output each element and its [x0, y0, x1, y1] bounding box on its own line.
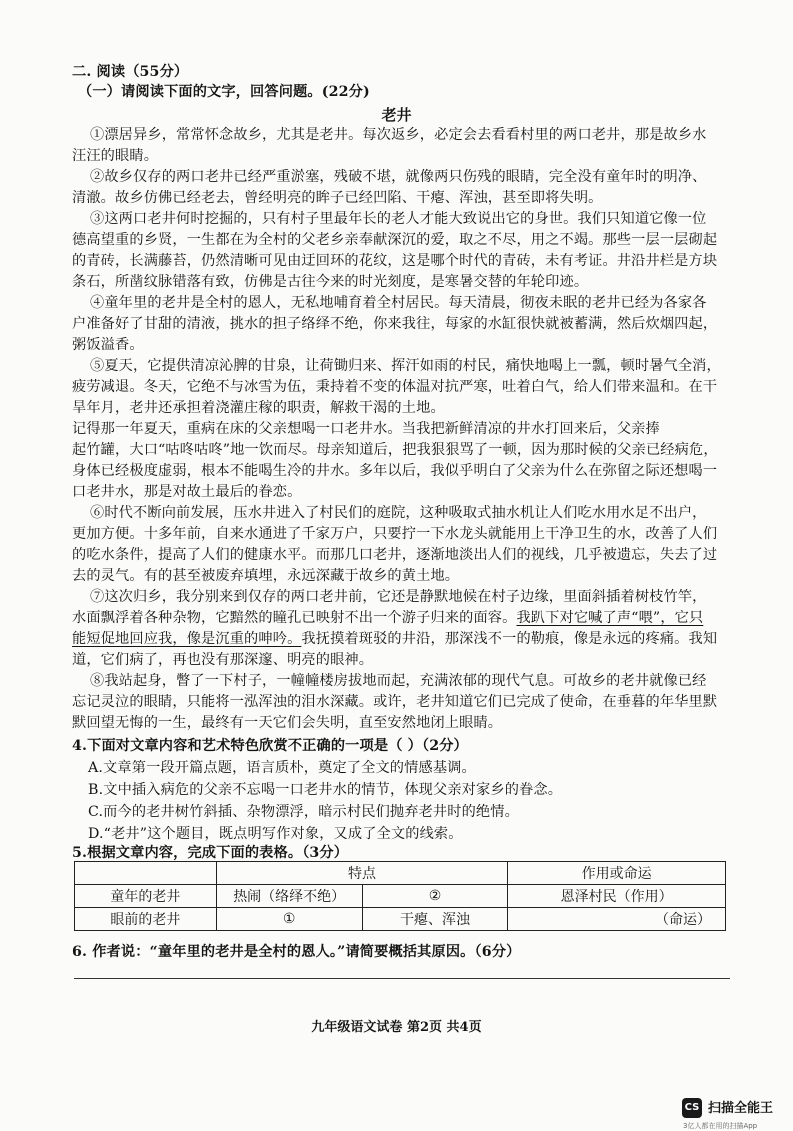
article-line: ⑤夏天，它提供清凉沁脾的甘泉，让荷锄归来、挥汗如雨的村民，痛快地喝上一瓢，顿时暑气全消，: [90, 358, 721, 374]
article-line: 条石，所凿纹脉错落有致，仿佛是古往今来的时光刻度，是寒暑交替的年轮印迹。: [72, 274, 589, 290]
question-stem: 6. 作者说：“童年里的老井是全村的恩人。”请简要概括其原因。（6分）: [72, 944, 521, 960]
camscanner-logo-icon: CS: [682, 1098, 702, 1118]
article-line: 忘记灵泣的眼睛，只能将一泓浑浊的泪水深藏。或许，老井知道它们已完成了使命，在垂暮的年华里默: [72, 694, 718, 710]
article-line: ⑥时代不断向前发展，压水井进入了村民们的庭院，这种吸取式抽水机让人们吃水用水足不出户，: [90, 505, 707, 521]
article-line: 德高望重的乡贤，一生都在为全村的父老乡亲奉献深沉的爱，取之不尽，用之不竭。那些一层一层砌起: [72, 232, 718, 248]
table-row: [75, 885, 726, 908]
section-heading: 二. 阅读（55分）: [72, 64, 189, 80]
article-line: ①漂居异乡，常常怀念故乡，尤其是老井。每次返乡，必定会去看看村里的两口老井，那是故乡水: [90, 127, 707, 143]
table-cell: 热闹（络绎不绝）: [216, 885, 362, 908]
article-line: 道，它们病了，再也没有那深邃、明亮的眼神。: [72, 652, 374, 668]
article-line: ④童年里的老井是全村的恩人，无私地哺育着全村居民。每天清晨，彻夜未眠的老井已经为各家各: [90, 295, 707, 311]
section-subheading: （一）请阅读下面的文字，回答问题。(22分): [78, 84, 370, 100]
article-title: 老井: [381, 106, 412, 124]
underlined-sentence: 能短促地回应我，像是沉重的呻吟。: [72, 631, 302, 647]
article-line-part: 我抚摸着斑驳的井沿，那深浅不一的勒痕，像是永远的疼痛。我知: [301, 631, 718, 647]
answer-line[interactable]: [74, 978, 730, 979]
camscanner-app-name: 扫描全能王: [708, 1101, 774, 1116]
article-line: 默回望无悔的一生，最终有一天它们会失明，直至安然地闭上眼睛。: [72, 715, 503, 731]
option-d: D.“老井”这个题目，既点明写作对象，又成了全文的线索。: [88, 826, 463, 842]
article-line: 去的灵气。有的甚至被废弃填埋，永远深藏于故乡的黄土地。: [72, 568, 460, 584]
article-line: 的青砖，长满藤苔，仍然清晰可见由迂回环的花纹，这是哪个时代的青砖，未有考证。井沿井栏是方块: [72, 253, 718, 269]
table-row: [75, 908, 726, 931]
article-line: 清澈。故乡仿佛已经老去，曾经明亮的眸子已经凹陷、干瘪、浑浊，甚至即将失明。: [72, 190, 603, 206]
article-line: 口老井水，那是对故土最后的眷恋。: [72, 484, 302, 500]
article-line: 起竹罐，大口“咕咚咕咚”地一饮而尽。母亲知道后，把我狠狠骂了一顿，因为那时候的父亲已经病危，: [72, 442, 718, 458]
underlined-sentence: 我趴下对它喊了声“喂”，它只: [516, 610, 704, 626]
row-label: 眼前的老井: [75, 908, 217, 931]
table-header-feature: 特点: [216, 862, 508, 885]
article-line: 粥饭溢香。: [72, 337, 144, 353]
question-stem: 4.下面对文章内容和艺术特色欣赏不正确的一项是（ ）（2分）: [72, 738, 468, 754]
table-header-role: 作用或命运: [508, 862, 726, 885]
table-cell-blank[interactable]: ②: [362, 885, 508, 908]
article-line: 旱年月，老井还承担着浇灌庄稼的职责，解救干渴的土地。: [72, 400, 445, 416]
article-line: ⑧我站起身，瞥了一下村子，一幢幢楼房拔地而起，充满浓郁的现代气息。可故乡的老井就像已经: [90, 673, 707, 689]
question-stem: 5.根据文章内容，完成下面的表格。（3分）: [72, 845, 349, 861]
article-line: 身体已经极度虚弱，根本不能喝生冷的井水。多年以后，我似乎明白了父亲为什么在弥留之际还想喝一: [72, 463, 718, 479]
article-line: [72, 629, 732, 649]
option-a: A.文章第一段开篇点题，语言质朴，奠定了全文的情感基调。: [88, 760, 476, 776]
article-line: 疲劳减退。冬天，它绝不与冰雪为伍，秉持着不变的体温对抗严寒，吐着白气，给人们带来温和。在干: [72, 379, 718, 395]
article-line: ⑦这次归乡，我分别来到仅存的两口老井前，它还是静默地候在村子边缘，里面斜插着树枝竹竿，: [90, 589, 707, 605]
option-b: B.文中插入病危的父亲不忘喝一口老井水的情节，体现父亲对家乡的眷念。: [88, 782, 563, 798]
table-cell-blank[interactable]: ①: [216, 908, 362, 931]
table-cell: 干瘪、浑浊: [362, 908, 508, 931]
page-footer: 九年级语文试卷 第2页 共4页: [311, 1020, 482, 1035]
option-c: C.而今的老井树竹斜插、杂物漂浮，暗示村民们抛弃老井时的绝情。: [88, 804, 519, 820]
table-cell: 恩泽村民（作用）: [508, 885, 726, 908]
row-label: 童年的老井: [75, 885, 217, 908]
answer-table: [74, 861, 726, 931]
article-line: [72, 608, 732, 628]
table-header-row: [75, 862, 726, 885]
article-line: ②故乡仅存的两口老井已经严重淤塞，残破不堪，就像两只伤残的眼睛，完全没有童年时的明净、: [90, 169, 707, 185]
camscanner-tagline: 3亿人都在用的扫描App: [683, 1122, 758, 1130]
article-line: ③这两口老井何时挖掘的，只有村子里最年长的老人才能大致说出它的身世。我们只知道它像一位: [90, 211, 707, 227]
article-line: 更加方便。十多年前，自来水通进了千家万户，只要拧一下水龙头就能用上干净卫生的水，改善了人们: [72, 526, 718, 542]
article-line: 的吃水条件，提高了人们的健康水平。而那几口老井，逐渐地淡出人们的视线，几乎被遗忘，失去了过: [72, 547, 718, 563]
table-cell-blank[interactable]: （命运）: [508, 908, 726, 931]
article-line: 户准备好了甘甜的清液，挑水的担子络绎不绝，你来我往，每家的水缸很快就被蓄满，然后炊烟四起，: [72, 316, 718, 332]
article-line-part: 水面飘浮着各种杂物，它黯然的瞳孔已映射不出一个游子归来的面容。: [72, 610, 517, 626]
article-line: 汪汪的眼睛。: [72, 148, 159, 164]
table-corner-cell: [75, 862, 217, 885]
article-line: 记得那一年夏天，重病在床的父亲想喝一口老井水。当我把新鲜清凉的井水打回来后，父亲捧: [72, 421, 660, 437]
